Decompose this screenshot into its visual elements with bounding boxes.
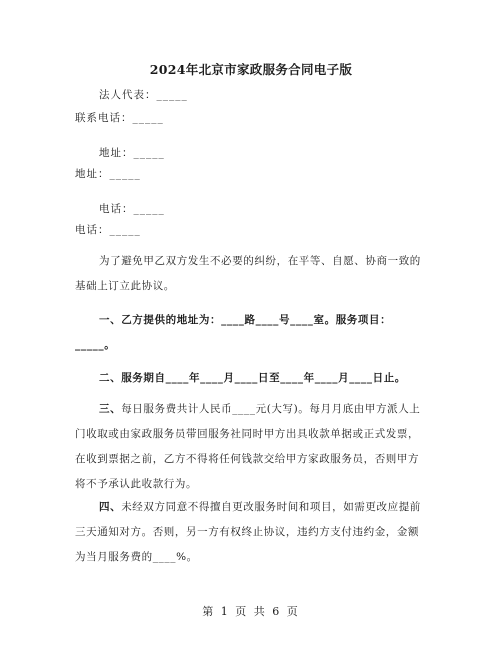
clause-1: 一、乙方提供的地址为：____路____号____室。服务项目：_____。 [75, 314, 392, 351]
contact-phone-line: 联系电话：_____ [75, 112, 164, 124]
intro-paragraph: 为了避免甲乙双方发生不必要的纠纷，在平等、自愿、协商一致的基础上订立此协议。 [75, 255, 421, 292]
phone-line-1: 电话：_____ [99, 203, 165, 215]
clause-4-label: 四、 [99, 501, 122, 513]
phone-line-2: 电话：_____ [75, 224, 141, 236]
clause-4-text: 未经双方同意不得擅自更改服务时间和项目，如需更改应提前三天通知对方。否则，另一方有权终止协议，违约方支付违约金，金额为当月服务费的____%。 [75, 501, 421, 563]
clause-3-text: 每日服务费共计人民币____元(大写)。每月月底由甲方派人上门收取或由家政服务员带回服务社同时甲方出具收款单据或正式发票，在收到票据之前，乙方不得将任何钱款交给甲方家政服务员，否则甲方将不予承认此收款行为。 [75, 403, 421, 490]
clause-2: 二、服务期自____年____月____日至____年____月____日止。 [99, 372, 406, 384]
clause-4 [75, 495, 425, 570]
page-indicator: 第 1 页 共 6 页 [202, 605, 300, 618]
clause-3 [75, 397, 425, 497]
clause-3-label: 三、 [99, 403, 122, 415]
document-title: 2024年北京市家政服务合同电子版 [149, 62, 353, 77]
legal-rep-line: 法人代表：_____ [99, 89, 188, 101]
address-line-1: 地址：_____ [99, 147, 165, 159]
address-line-2: 地址：_____ [75, 168, 141, 180]
